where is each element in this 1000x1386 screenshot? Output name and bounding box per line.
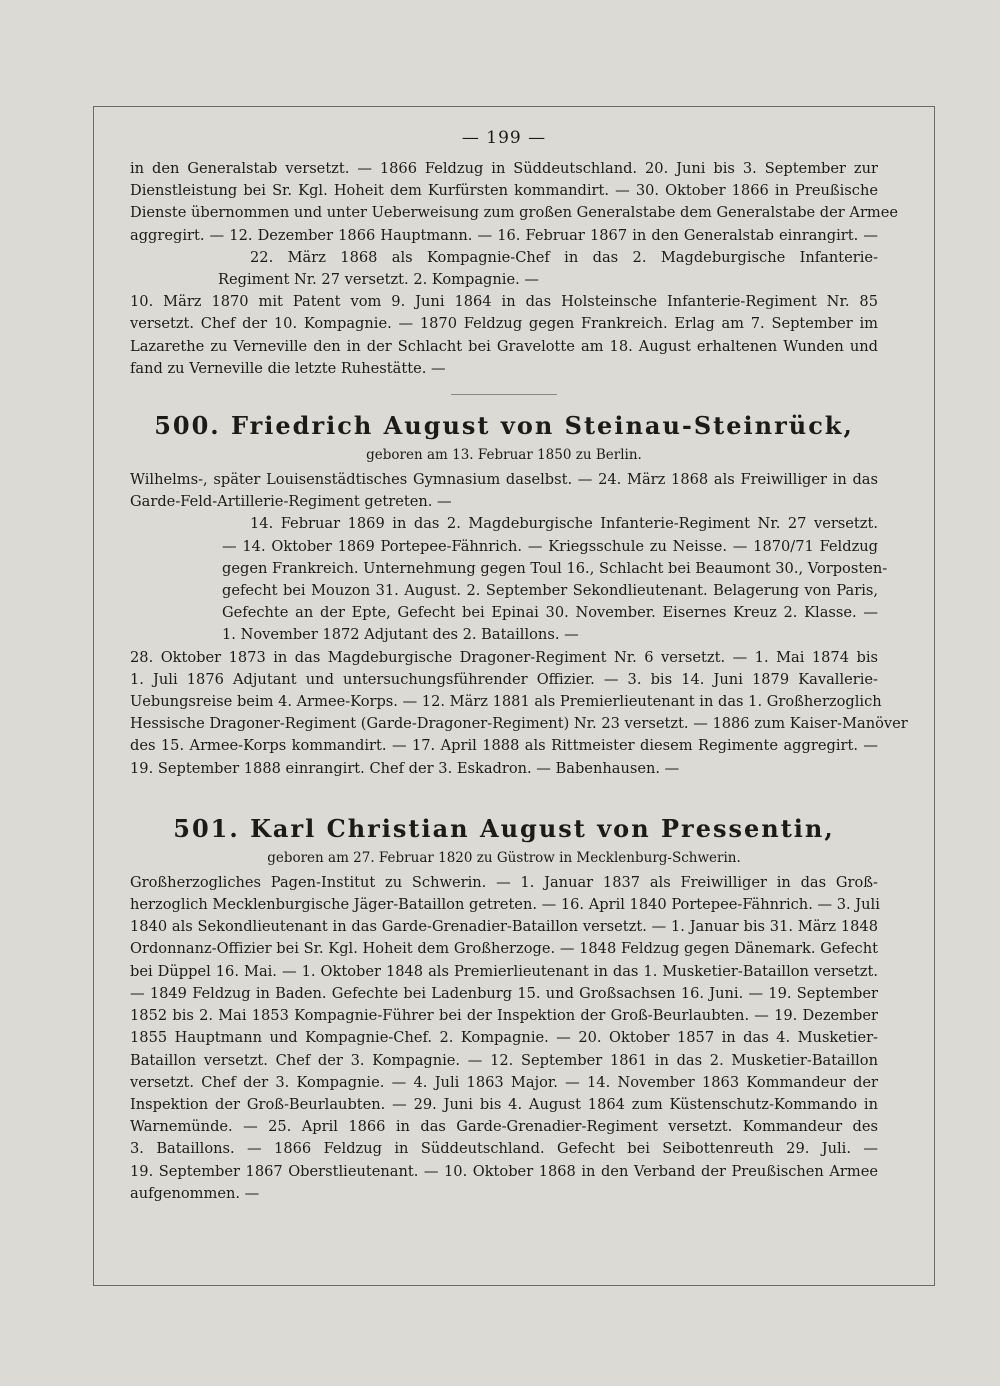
text-line: Ordonnanz-Offizier bei Sr. Kgl. Hoheit dem Großherzoge. — 1848 Feldzug gegen Dänemark. Gefecht <box>130 940 878 958</box>
text-line: — 1849 Feldzug in Baden. Gefechte bei Ladenburg 15. und Großsachsen 16. Juni. — 19. September <box>130 984 878 1002</box>
text-line: 22. März 1868 als Kompagnie-Chef in das 2. Magdeburgische Infanterie- <box>250 248 878 266</box>
text-line: 10. März 1870 mit Patent vom 9. Juni 1864 in das Holsteinsche Infanterie-Regiment Nr. 85 <box>130 293 878 311</box>
text-line: 1840 als Sekondlieutenant in das Garde-Grenadier-Bataillon versetzt. — 1. Januar bis 31. März 1848 <box>130 918 878 936</box>
text-line: Hessische Dragoner-Regiment (Garde-Dragoner-Regiment) Nr. 23 versetzt. — 1886 zum Kaiser-Manöver <box>130 715 908 733</box>
text-line: Dienste übernommen und unter Ueberweisung zum großen Generalstabe dem Generalstabe der Armee <box>130 204 899 222</box>
text-line: 14. Februar 1869 in das 2. Magdeburgische Infanterie-Regiment Nr. 27 versetzt. <box>250 515 878 533</box>
text-line: gefecht bei Mouzon 31. August. 2. September Sekondlieutenant. Belagerung von Paris, <box>222 582 878 600</box>
text-line: Dienstleistung bei Sr. Kgl. Hoheit dem Kurfürsten kommandirt. — 30. Oktober 1866 in Preußische <box>130 182 878 200</box>
text-line: herzoglich Mecklenburgische Jäger-Bataillon getreten. — 16. April 1840 Portepee-Fähnrich. — 3. Juli <box>130 896 880 914</box>
entry-501-title: 501. Karl Christian August von Pressentin, <box>173 813 835 843</box>
text-line: 3. Bataillons. — 1866 Feldzug in Süddeutschland. Gefecht bei Seibottenreuth 29. Juli. — <box>130 1140 878 1158</box>
text-line: gegen Frankreich. Unternehmung gegen Toul 16., Schlacht bei Beaumont 30., Vorposten- <box>222 559 888 577</box>
text-line: 1852 bis 2. Mai 1853 Kompagnie-Führer bei der Inspektion der Groß-Beurlaubten. — 19. Dezember <box>130 1007 878 1025</box>
text-line: 19. September 1867 Oberstlieutenant. — 10. Oktober 1868 in den Verband der Preußischen Armee <box>130 1162 878 1180</box>
text-line: 1. Juli 1876 Adjutant und untersuchungsführender Offizier. — 3. bis 14. Juni 1879 Kavallerie- <box>130 670 878 688</box>
text-line: Uebungsreise beim 4. Armee-Korps. — 12. März 1881 als Premierlieutenant in das 1. Großherzoglich <box>130 693 882 711</box>
page-number: — 199 — <box>461 128 547 148</box>
text-line: 1. November 1872 Adjutant des 2. Bataillons. — <box>222 626 579 644</box>
text-line: Großherzogliches Pagen-Institut zu Schwerin. — 1. Januar 1837 als Freiwilliger in das Groß- <box>130 873 878 891</box>
text-line: des 15. Armee-Korps kommandirt. — 17. April 1888 als Rittmeister diesem Regimente aggregirt. — <box>130 737 878 755</box>
text-line: versetzt. Chef der 3. Kompagnie. — 4. Juli 1863 Major. — 14. November 1863 Kommandeur der <box>130 1073 878 1091</box>
text-line: Bataillon versetzt. Chef der 3. Kompagnie. — 12. September 1861 in das 2. Musketier-Bataillon <box>130 1051 878 1069</box>
text-line: Warnemünde. — 25. April 1866 in das Garde-Grenadier-Regiment versetzt. Kommandeur des <box>130 1118 878 1136</box>
text-line: versetzt. Chef der 10. Kompagnie. — 1870 Feldzug gegen Frankreich. Erlag am 7. September im <box>130 315 878 333</box>
entry-501-birth: geboren am 27. Februar 1820 zu Güstrow in Mecklenburg-Schwerin. <box>267 849 741 866</box>
page-content <box>130 128 908 1205</box>
entry-501-text <box>130 872 878 1205</box>
text-line: fand zu Verneville die letzte Ruhestätte. — <box>130 359 446 377</box>
text-line: 1855 Hauptmann und Kompagnie-Chef. 2. Kompagnie. — 20. Oktober 1857 in das 4. Musketier- <box>130 1029 878 1047</box>
text-line: in den Generalstab versetzt. — 1866 Feldzug in Süddeutschland. 20. Juni bis 3. September zur <box>130 160 878 177</box>
text-line: Inspektion der Groß-Beurlaubten. — 29. Juni bis 4. August 1864 zum Küstenschutz-Kommando in <box>130 1095 878 1113</box>
text-line: Lazarethe zu Verneville den in der Schlacht bei Gravelotte am 18. August erhaltenen Wunden und <box>130 337 878 355</box>
text-line: Regiment Nr. 27 versetzt. 2. Kompagnie. — <box>218 271 539 289</box>
text-line: Wilhelms-, später Louisenstädtisches Gymnasium daselbst. — 24. März 1868 als Freiwilliger in das <box>130 471 878 489</box>
text-line: 28. Oktober 1873 in das Magdeburgische Dragoner-Regiment Nr. 6 versetzt. — 1. Mai 1874 bis <box>130 648 878 666</box>
text-line: — 14. Oktober 1869 Portepee-Fähnrich. — Kriegsschule zu Neisse. — 1870/71 Feldzug <box>222 537 878 555</box>
continued-entry-text <box>130 158 899 380</box>
text-line: aufgenommen. — <box>130 1184 260 1202</box>
text-line: aggregirt. — 12. Dezember 1866 Hauptmann. — 16. Februar 1867 in den Generalstab einrangirt. — <box>130 226 878 244</box>
text-line: 19. September 1888 einrangirt. Chef der 3. Eskadron. — Babenhausen. — <box>130 759 680 777</box>
section-divider <box>451 394 557 395</box>
text-line: bei Düppel 16. Mai. — 1. Oktober 1848 als Premierlieutenant in das 1. Musketier-Bataillon versetzt. <box>130 962 878 980</box>
entry-500-title: 500. Friedrich August von Steinau-Steinrück, <box>154 411 854 441</box>
text-line: Garde-Feld-Artillerie-Regiment getreten. — <box>130 493 452 511</box>
entry-500-text <box>130 469 908 780</box>
text-line: Gefechte an der Epte, Gefecht bei Epinai 30. November. Eisernes Kreuz 2. Klasse. — <box>222 604 878 622</box>
entry-500-birth: geboren am 13. Februar 1850 zu Berlin. <box>366 447 642 464</box>
